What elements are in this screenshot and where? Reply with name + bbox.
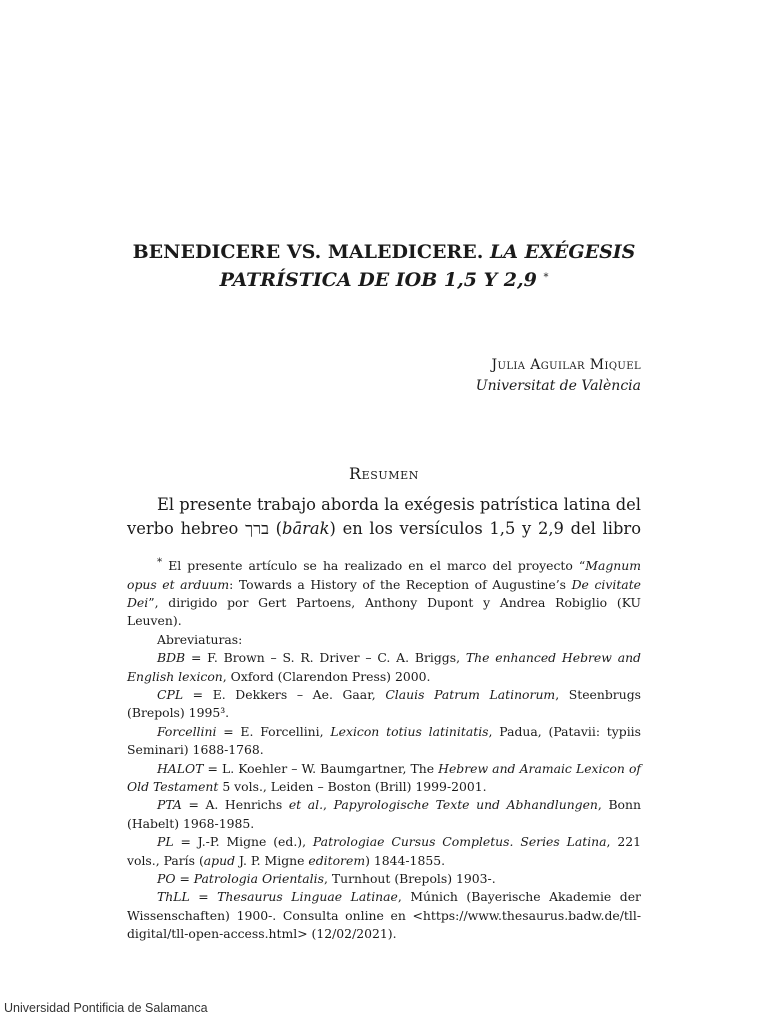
abbrev-po xyxy=(127,870,641,888)
abbrev-text: = E. Forcellini, xyxy=(216,723,331,739)
abbrev-cpl xyxy=(127,686,641,723)
transliteration: bārak xyxy=(282,519,330,538)
article-title xyxy=(0,238,768,294)
abbrev-text: = L. Koehler – W. Baumgartner, The xyxy=(203,760,439,776)
hebrew-word: ברך xyxy=(245,519,269,538)
title-line-1 xyxy=(0,238,768,266)
abbrev-pta xyxy=(127,796,641,833)
abbrev-text: = xyxy=(175,871,194,887)
title-italic-1: LA EXÉGESIS xyxy=(489,241,636,263)
abbrev-text: J. P. Migne xyxy=(235,852,309,868)
abbrev-text: = A. Henrichs xyxy=(181,797,289,813)
abbrev-italic: et al. xyxy=(288,797,324,813)
abbrev-text: , xyxy=(323,797,334,813)
footnote xyxy=(127,553,641,944)
abbrev-text: ) 1844-1855. xyxy=(365,852,446,868)
abbrev-italic: Thesaurus Linguae Latinae xyxy=(217,889,398,905)
footnote-text: El presente artículo se ha realizado en el marco del proyecto “ xyxy=(162,558,586,574)
author-name: Julia Aguilar Miquel xyxy=(491,357,641,373)
abstract-text xyxy=(127,493,641,541)
author-block xyxy=(476,355,641,397)
abbrev-text: = E. Dekkers – Ae. Gaar, xyxy=(183,686,386,702)
abbrev-pl xyxy=(127,833,641,870)
footnote-mark: * xyxy=(157,556,163,568)
abstract-paren: ( xyxy=(268,519,283,538)
abbrev-text: = J.-P. Migne (ed.), xyxy=(173,834,313,850)
abbrev-text: = F. Brown – S. R. Driver – C. A. Briggs, xyxy=(185,650,466,666)
abbrev-key: Forcellini xyxy=(157,723,217,739)
abbrev-thll xyxy=(127,888,641,943)
abbrev-text: , Padua, (Patavii: typiis Seminari) 1688-1768. xyxy=(127,723,642,758)
abbrev-italic: The enhanced Hebrew and English lexicon xyxy=(127,650,641,684)
abbrev-key: PO xyxy=(157,871,176,887)
footnote-text: ”, dirigido por Gert Partoens, Anthony Dupont y Andrea Robiglio (KU Leuven). xyxy=(127,594,641,629)
title-plain: BENEDICERE VS. MALEDICERE. xyxy=(132,241,490,263)
abbrev-text: 5 vols., Leiden – Boston (Brill) 1999-2001. xyxy=(218,779,487,794)
abbrev-italic: Papyrologische Texte und Abhandlungen xyxy=(333,797,598,813)
abbrev-text: , Oxford (Clarendon Press) 2000. xyxy=(222,668,431,684)
abbrev-italic: Lexicon totius latinitatis xyxy=(330,723,489,739)
footnote-italic: De civitate Dei xyxy=(127,576,642,610)
abbrev-key: PTA xyxy=(157,797,182,813)
abbrev-italic: editorem xyxy=(308,852,366,868)
author-affiliation: Universitat de València xyxy=(475,378,641,394)
title-italic-2: PATRÍSTICA DE IOB 1,5 Y 2,9 xyxy=(219,269,537,291)
abbrev-text: , Steenbrugs (Brepols) 1995³. xyxy=(127,686,641,721)
footnote-intro xyxy=(127,553,641,631)
abstract-part-1: El presente trabajo aborda la exégesis patrística latina del verbo hebreo xyxy=(127,495,641,538)
abbrev-key: CPL xyxy=(157,686,184,702)
abbrev-italic: Patrologiae Cursus Completus. Series Latina xyxy=(312,834,607,850)
abbrev-italic: Hebrew and Aramaic Lexicon of Old Testament xyxy=(127,760,641,794)
abbrev-text: , Múnich (Bayerische Akademie der Wissenschaften) 1900-. Consulta online en <https://www.thesaurus.badw.de/tll-digital/tll-open-access.html> (12/02/2021). xyxy=(127,889,641,942)
abstract-heading: Resumen xyxy=(348,464,419,483)
abbrev-text: , Turnhout (Brepols) 1903-. xyxy=(323,871,496,887)
abbrev-bdb xyxy=(127,649,641,686)
abstract-part-2: ) en los versículos 1,5 y 2,9 del libro xyxy=(329,519,641,538)
abbrev-italic: Clauis Patrum Latinorum xyxy=(385,686,556,702)
footnote-text: : Towards a History of the Reception of Augustine’s xyxy=(229,576,572,592)
watermark-footer: Universidad Pontificia de Salamanca xyxy=(4,1001,208,1015)
abbrev-italic: Patrologia Orientalis xyxy=(193,871,324,887)
abbrev-text: = xyxy=(189,889,218,905)
title-line-2 xyxy=(0,266,768,294)
footnote-italic: Magnum opus et arduum xyxy=(127,558,641,592)
abbrev-italic: apud xyxy=(203,852,236,868)
abbrev-key: ThLL xyxy=(157,889,190,905)
abbrev-key: PL xyxy=(157,834,174,850)
abbrev-text: , Bonn (Habelt) 1968-1985. xyxy=(127,797,641,831)
abbrev-text: , 221 vols., París ( xyxy=(127,834,641,868)
abbreviations-label: Abreviaturas: xyxy=(157,631,243,647)
title-footnote-mark[interactable]: * xyxy=(543,272,549,283)
abbrev-forcellini xyxy=(127,723,641,760)
abbrev-key: BDB xyxy=(157,650,186,666)
abbrev-halot xyxy=(127,760,641,797)
abbrev-key: HALOT xyxy=(157,760,204,776)
